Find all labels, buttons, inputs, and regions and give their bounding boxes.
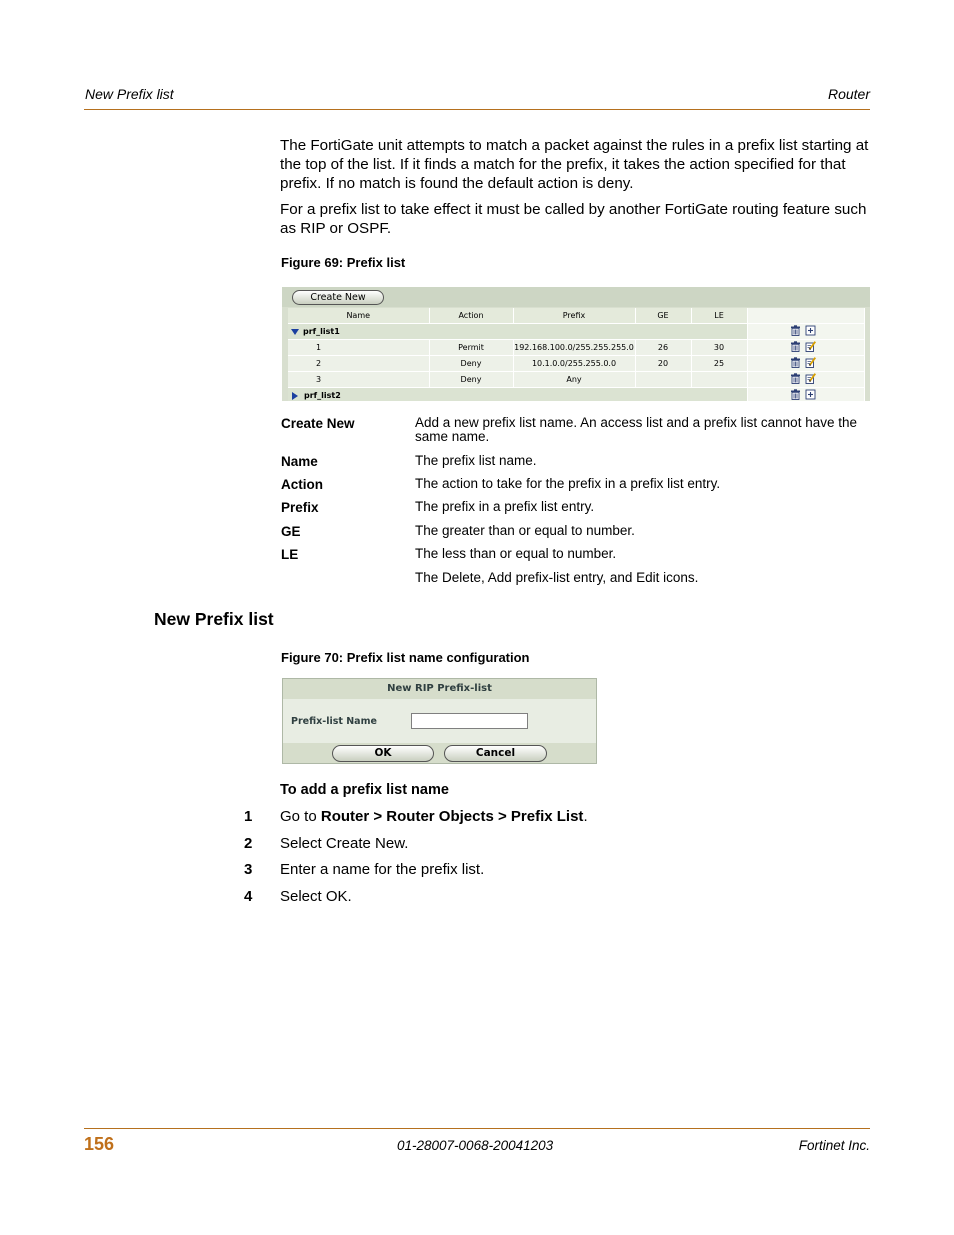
group-name-cell [288,388,747,402]
delete-icon[interactable] [790,325,801,338]
footer-rule [84,1128,870,1129]
step-text [280,861,484,878]
prefix-list-name-label: Prefix-list Name [291,716,377,727]
definition-description: The prefix in a prefix list entry. [415,499,595,514]
group-name: prf_list2 [304,391,341,400]
dialog-button-bar [283,743,596,763]
delete-icon[interactable] [790,341,801,354]
intro-paragraph-2: For a prefix list to take effect it must be called by another FortiGate routing feature such as RIP or OSPF. [280,201,867,237]
group-name-cell [288,324,747,340]
definition-description: The action to take for the prefix in a prefix list entry. [415,476,721,491]
definition-description: The prefix list name. [415,453,537,468]
figure-70-caption: Figure 70: Prefix list name configuration [281,650,530,665]
add-entry-icon[interactable] [805,389,816,401]
entry-prefix: 10.1.0.0/255.255.0.0 [513,356,635,372]
entry-prefix: 192.168.100.0/255.255.255.0 [513,340,635,356]
step-text [280,808,588,825]
row-actions [747,340,864,356]
step-text [280,888,352,905]
column-header: Name [288,308,429,324]
delete-icon[interactable] [790,357,801,370]
edit-icon[interactable] [805,341,816,354]
step-text [280,835,408,852]
column-header: Prefix [513,308,635,324]
intro-paragraph-1: The FortiGate unit attempts to match a packet against the rules in a prefix list starting at the top of the list. If it finds a match for the prefix, it takes the action specified for that prefix. If no match is found the default action is deny. [280,137,869,192]
row-actions [747,388,864,402]
dialog-title: New RIP Prefix-list [283,679,596,699]
entry-ge [635,372,691,388]
step-number: 3 [244,861,253,878]
definition-term: Prefix [281,500,319,515]
row-actions [747,372,864,388]
entry-prefix: Any [513,372,635,388]
running-header-left: New Prefix list [85,86,174,102]
add-entry-icon[interactable] [805,325,816,338]
prefix-list-group-row[interactable] [288,388,864,402]
entry-action: Deny [429,372,513,388]
definition-description: The Delete, Add prefix-list entry, and Edit icons. [415,570,699,585]
row-actions [747,356,864,372]
create-new-button[interactable]: Create New [292,290,384,305]
prefix-list-group-row[interactable] [288,324,864,340]
document-id: 01-28007-0068-20041203 [397,1138,554,1153]
entry-name: 1 [288,340,429,356]
column-header-actions [747,308,864,324]
prefix-list-name-input[interactable] [411,713,528,729]
step-text-plain: Go to [280,808,321,825]
step-text-suffix: . [583,808,588,825]
step-text-plain: Select Create New. [280,835,409,852]
definition-term: LE [281,547,299,562]
step-text-plain: Enter a name for the prefix list. [280,861,485,878]
definition-term: Create New [281,416,355,431]
ok-button[interactable]: OK [332,745,434,762]
definition-term: GE [281,524,301,539]
header-rule [84,109,870,110]
edit-icon[interactable] [805,357,816,370]
group-name: prf_list1 [303,327,340,336]
prefix-list-table [288,308,865,401]
definition-term: Action [281,477,323,492]
entry-action: Permit [429,340,513,356]
column-header: GE [635,308,691,324]
definition-description: The less than or equal to number. [415,546,617,561]
step-number: 2 [244,835,253,852]
step-number: 1 [244,808,253,825]
cancel-button[interactable]: Cancel [444,745,547,762]
entry-name: 3 [288,372,429,388]
company-name: Fortinet Inc. [798,1138,870,1153]
entry-le: 25 [691,356,747,372]
entry-action: Deny [429,356,513,372]
prefix-entry-row[interactable] [288,372,864,388]
step-number: 4 [244,888,253,905]
prefix-list-name-dialog [282,678,597,764]
row-actions [747,324,864,340]
column-header-row [288,308,864,324]
column-header: Action [429,308,513,324]
prefix-entry-row[interactable] [288,340,864,356]
delete-icon[interactable] [790,389,801,401]
definition-description: Add a new prefix list name. An access list and a prefix list cannot have the same name. [415,415,857,444]
figure-69-caption: Figure 69: Prefix list [281,255,406,270]
entry-le: 30 [691,340,747,356]
expand-right-icon[interactable] [292,392,298,400]
step-text-plain: Select OK. [280,888,352,905]
edit-icon[interactable] [805,373,816,386]
entry-ge: 26 [635,340,691,356]
expand-down-icon[interactable] [291,329,299,335]
definition-description: The greater than or equal to number. [415,523,635,538]
running-header-right: Router [827,86,870,102]
column-header: LE [691,308,747,324]
page-number: 156 [84,1134,115,1154]
entry-le [691,372,747,388]
prefix-entry-row[interactable] [288,356,864,372]
entry-ge: 20 [635,356,691,372]
procedure-title: To add a prefix list name [280,782,449,798]
section-heading: New Prefix list [154,609,274,629]
delete-icon[interactable] [790,373,801,386]
step-menu-path: Router > Router Objects > Prefix List [320,808,584,825]
definition-term: Name [281,454,318,469]
entry-name: 2 [288,356,429,372]
prefix-list-figure [282,287,870,401]
